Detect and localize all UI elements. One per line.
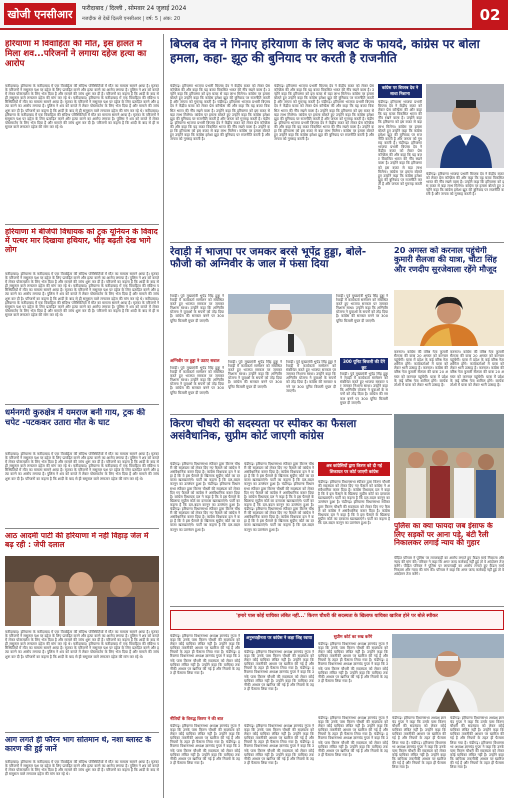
newspaper-logo: खोजी एनसीआर: [4, 3, 76, 25]
left-headline-3: धर्मनगरी कुरुक्षेत्र में यमराज बनी गाय, ट्रक की चपेट -पटककर उतारा मौत के घाट: [5, 408, 146, 427]
rally-photo: [394, 414, 504, 518]
third-body-col-2: चंडीगढ़। हरियाणा विधानसभा स्पीकर द्वारा किरण चौधरी की सदस्यता को लेकर दिए गए फैसले को कांग्रेस ने असंवैधानिक करार दिया है। कांग्रेस विधायक दल ने कहा है कि वे इस फैसले के खिलाफ सुप्रीम कोर्ट का दरवाजा खटखटाएंगे। पार्टी का कहना है कि दल-बदल कानून का उल्लंघन हुआ है। चंडीगढ़। हरियाणा विधानसभा स्पीकर द्वारा किरण चौधरी की सदस्यता को लेकर दिए गए फैसले को कांग्रेस ने असंवैधानिक करार दिया है। कांग्रेस विधायक दल ने कहा है कि वे इस फैसले के खिलाफ सुप्रीम कोर्ट का दरवाजा खटखटाएंगे। पार्टी का कहना है कि दल-बदल कानून का उल्लंघन हुआ है। चंडीगढ़। हरियाणा विधानसभा स्पीकर द्वारा किरण चौधरी की सदस्यता को लेकर दिए गए फैसले को कांग्रेस ने असंवैधानिक करार दिया है। कांग्रेस विधायक दल ने कहा है कि वे इस फैसले के खिलाफ सुप्रीम कोर्ट का दरवाजा खटखटाएंगे। पार्टी का कहना है कि दल-बदल कानून का उल्लंघन हुआ है।: [244, 462, 314, 532]
second-headline: रेवाड़ी में भाजपा पर जमकर बरसे भूपेंद्र हुड्डा, बोले- फौजी को अग्निवीर के जाल में फंसा दिया: [170, 246, 367, 271]
divider: [170, 242, 504, 243]
divider: [5, 224, 159, 225]
divider: [170, 606, 504, 607]
third-body-col-3: चंडीगढ़। हरियाणा विधानसभा स्पीकर द्वारा किरण चौधरी की सदस्यता को लेकर दिए गए फैसले को कांग्रेस ने असंवैधानिक करार दिया है। कांग्रेस विधायक दल ने कहा है कि वे इस फैसले के खिलाफ सुप्रीम कोर्ट का दरवाजा खटखटाएंगे। पार्टी का कहना है कि दल-बदल कानून का उल्लंघन हुआ है। चंडीगढ़। हरियाणा विधानसभा स्पीकर द्वारा किरण चौधरी की सदस्यता को लेकर दिए गए फैसले को कांग्रेस ने असंवैधानिक करार दिया है। कांग्रेस विधायक दल ने कहा है कि वे इस फैसले के खिलाफ सुप्रीम कोर्ट का दरवाजा खटखटाएंगे। पार्टी का कहना है कि दल-बदल कानून का उल्लंघन हुआ है।: [318, 480, 390, 525]
divider: [170, 414, 392, 415]
left-body-1: फरीदाबाद। हरियाणा के फरीदाबाद में एक विवाहिता की संदिग्ध परिस्थितियों में मौत का मामला सामने आया है। मृतका के परिजनों ने ससुराल पक्ष पर दहेज के लिए प्रताड़ित करने और हत्या करने का आरोप लगाया है। पुलिस ने शव को कब्जे में लेकर पोस्टमार्टम के लिए भेज दिया है और मामले की जांच शुरू कर दी है। परिजनों का कहना है कि शादी के बाद से ही ससुराल वाले लगातार दहेज की मांग कर रहे थे। फरीदाबाद। हरियाणा के फरीदाबाद में एक विवाहिता की संदिग्ध परिस्थितियों में मौत का मामला सामने आया है। मृतका के परिजनों ने ससुराल पक्ष पर दहेज के लिए प्रताड़ित करने और हत्या करने का आरोप लगाया है। पुलिस ने शव को कब्जे में लेकर पोस्टमार्टम के लिए भेज दिया है और मामले की जांच शुरू कर दी है। परिजनों का कहना है कि शादी के बाद से ही ससुराल वाले लगातार दहेज की मांग कर रहे थे। फरीदाबाद। हरियाणा के फरीदाबाद में एक विवाहिता की संदिग्ध परिस्थितियों में मौत का मामला सामने आया है। मृतका के परिजनों ने ससुराल पक्ष पर दहेज के लिए प्रताड़ित करने और हत्या करने का आरोप लगाया है। पुलिस ने शव को कब्जे में लेकर पोस्टमार्टम के लिए भेज दिया है और मामले की जांच शुरू कर दी है। परिजनों का कहना है कि शादी के बाद से ही ससुराल वाले लगातार दहेज की मांग कर रहे थे।: [5, 84, 159, 129]
masthead: [0, 0, 508, 30]
lead-body-col-2: चंडीगढ़। हरियाणा भाजपा प्रभारी बिप्लब देव ने केंद्रीय बजट को लेकर प्रेस कॉन्फ्रेंस की और कहा कि यह बजट विकसित भारत की नींव रखने वाला है। उन्होंने कहा कि हरियाणा को इस बजट से बड़ा लाभ मिलेगा। कांग्रेस पर हमला बोलते हुए उन्होंने कहा कि कांग्रेस हमेशा झूठ की बुनियाद पर राजनीति करती है और जनता को गुमराह करती है। चंडीगढ़। हरियाणा भाजपा प्रभारी बिप्लब देव ने केंद्रीय बजट को लेकर प्रेस कॉन्फ्रेंस की और कहा कि यह बजट विकसित भारत की नींव रखने वाला है। उन्होंने कहा कि हरियाणा को इस बजट से बड़ा लाभ मिलेगा। कांग्रेस पर हमला बोलते हुए उन्होंने कहा कि कांग्रेस हमेशा झूठ की बुनियाद पर राजनीति करती है और जनता को गुमराह करती है। चंडीगढ़। हरियाणा भाजपा प्रभारी बिप्लब देव ने केंद्रीय बजट को लेकर प्रेस कॉन्फ्रेंस की और कहा कि यह बजट विकसित भारत की नींव रखने वाला है। उन्होंने कहा कि हरियाणा को इस बजट से बड़ा लाभ मिलेगा। कांग्रेस पर हमला बोलते हुए उन्होंने कहा कि कांग्रेस हमेशा झूठ की बुनियाद पर राजनीति करती है और जनता को गुमराह करती है।: [274, 84, 374, 142]
hooda-photo: [228, 294, 332, 356]
third-headline: किरण चौधरी की सदस्यता पर स्पीकर का फैसला असंवैधानिक, सुप्रीम कोर्ट जाएगी कांग्रेस: [170, 418, 357, 443]
second-body-col-2b: रेवाड़ी। पूर्व मुख्यमंत्री भूपेंद्र सिंह हुड्डा ने रेवाड़ी में कार्यकर्ता सम्मेलन को संबोधित करते हुए भाजपा सरकार पर जमकर निशाना साधा। उन्होंने कहा कि अग्निवीर योजना ने युवाओं के सपनों को तोड़ दिया है। कांग्रेस की सरकार बनने पर 300 यूनिट बिजली मुफ्त दी जाएगी।: [286, 360, 336, 393]
bottom-body-col-3b: चंडीगढ़। हरियाणा विधानसभा अध्यक्ष ज्ञानचंद गुप्ता ने कहा कि उनके पास किरण चौधरी की सदस्यता को लेकर कोई याचिका लंबित नहीं है। उन्होंने कहा कि याचिका तकनीकी आधार पर खारिज की गई है और नियमों के तहत ही फैसला लिया गया है। चंडीगढ़। हरियाणा विधानसभा अध्यक्ष ज्ञानचंद गुप्ता ने कहा कि उनके पास किरण चौधरी की सदस्यता को लेकर कोई याचिका लंबित नहीं है। उन्होंने कहा कि याचिका तकनीकी आधार पर खारिज की गई है और नियमों के तहत ही फैसला लिया गया है।: [318, 716, 388, 757]
bottom-subhead-1: अनुभवहीनता पर कांग्रेस ने कहा जिद्द रवाया: [244, 634, 314, 648]
bottom-quote-headline: 'हमारे पास कोई याचिका लंबित नहीं...' किरण चौधरी की सदस्यता के खिलाफ याचिका खारिज होने पर बोले स्पीकर: [170, 610, 504, 630]
bottom-subhead-2: सुप्रीम कोर्ट का रुख करेंगे: [333, 634, 373, 639]
third-subhead: अब कांग्रेसियों द्वारा किरण को दी गई शिकायत पर कोर्ट जाएगी कांग्रेस: [318, 462, 390, 476]
bottom-body-col-2: चंडीगढ़। हरियाणा विधानसभा अध्यक्ष ज्ञानचंद गुप्ता ने कहा कि उनके पास किरण चौधरी की सदस्यता को लेकर कोई याचिका लंबित नहीं है। उन्होंने कहा कि याचिका तकनीकी आधार पर खारिज की गई है और नियमों के तहत ही फैसला लिया गया है। चंडीगढ़। हरियाणा विधानसभा अध्यक्ष ज्ञानचंद गुप्ता ने कहा कि उनके पास किरण चौधरी की सदस्यता को लेकर कोई याचिका लंबित नहीं है। उन्होंने कहा कि याचिका तकनीकी आधार पर खारिज की गई है और नियमों के तहत ही फैसला लिया गया है।: [244, 650, 314, 691]
second-body-col-1b: रेवाड़ी। पूर्व मुख्यमंत्री भूपेंद्र सिंह हुड्डा ने रेवाड़ी में कार्यकर्ता सम्मेलन को संबोधित करते हुए भाजपा सरकार पर जमकर निशाना साधा। उन्होंने कहा कि अग्निवीर योजना ने युवाओं के सपनों को तोड़ दिया है। कांग्रेस की सरकार बनने पर 300 यूनिट बिजली मुफ्त दी जाएगी।: [170, 366, 224, 395]
divider: [5, 732, 159, 733]
left-body-3: फरीदाबाद। हरियाणा के फरीदाबाद में एक विवाहिता की संदिग्ध परिस्थितियों में मौत का मामला सामने आया है। मृतका के परिजनों ने ससुराल पक्ष पर दहेज के लिए प्रताड़ित करने और हत्या करने का आरोप लगाया है। पुलिस ने शव को कब्जे में लेकर पोस्टमार्टम के लिए भेज दिया है और मामले की जांच शुरू कर दी है। परिजनों का कहना है कि शादी के बाद से ही ससुराल वाले लगातार दहेज की मांग कर रहे थे। फरीदाबाद। हरियाणा के फरीदाबाद में एक विवाहिता की संदिग्ध परिस्थितियों में मौत का मामला सामने आया है। मृतका के परिजनों ने ससुराल पक्ष पर दहेज के लिए प्रताड़ित करने और हत्या करने का आरोप लगाया है। पुलिस ने शव को कब्जे में लेकर पोस्टमार्टम के लिए भेज दिया है और मामले की जांच शुरू कर दी है। परिजनों का कहना है कि शादी के बाद से ही ससुराल वाले लगातार दहेज की मांग कर रहे थे।: [5, 452, 159, 481]
bottom-body-col-5: चंडीगढ़। हरियाणा विधानसभा अध्यक्ष ज्ञानचंद गुप्ता ने कहा कि उनके पास किरण चौधरी की सदस्यता को लेकर कोई याचिका लंबित नहीं है। उन्होंने कहा कि याचिका तकनीकी आधार पर खारिज की गई है और नियमों के तहत ही फैसला लिया गया है। चंडीगढ़। हरियाणा विधानसभा अध्यक्ष ज्ञानचंद गुप्ता ने कहा कि उनके पास किरण चौधरी की सदस्यता को लेकर कोई याचिका लंबित नहीं है। उन्होंने कहा कि याचिका तकनीकी आधार पर खारिज की गई है और नियमों के तहत ही फैसला लिया गया है।: [450, 716, 504, 770]
left-body-2: फरीदाबाद। हरियाणा के फरीदाबाद में एक विवाहिता की संदिग्ध परिस्थितियों में मौत का मामला सामने आया है। मृतका के परिजनों ने ससुराल पक्ष पर दहेज के लिए प्रताड़ित करने और हत्या करने का आरोप लगाया है। पुलिस ने शव को कब्जे में लेकर पोस्टमार्टम के लिए भेज दिया है और मामले की जांच शुरू कर दी है। परिजनों का कहना है कि शादी के बाद से ही ससुराल वाले लगातार दहेज की मांग कर रहे थे। फरीदाबाद। हरियाणा के फरीदाबाद में एक विवाहिता की संदिग्ध परिस्थितियों में मौत का मामला सामने आया है। मृतका के परिजनों ने ससुराल पक्ष पर दहेज के लिए प्रताड़ित करने और हत्या करने का आरोप लगाया है। पुलिस ने शव को कब्जे में लेकर पोस्टमार्टम के लिए भेज दिया है और मामले की जांच शुरू कर दी है। परिजनों का कहना है कि शादी के बाद से ही ससुराल वाले लगातार दहेज की मांग कर रहे थे। फरीदाबाद। हरियाणा के फरीदाबाद में एक विवाहिता की संदिग्ध परिस्थितियों में मौत का मामला सामने आया है। मृतका के परिजनों ने ससुराल पक्ष पर दहेज के लिए प्रताड़ित करने और हत्या करने का आरोप लगाया है। पुलिस ने शव को कब्जे में लेकर पोस्टमार्टम के लिए भेज दिया है और मामले की जांच शुरू कर दी है। परिजनों का कहना है कि शादी के बाद से ही ससुराल वाले लगातार दहेज की मांग कर रहे थे।: [5, 272, 159, 317]
second-body-col-1: रेवाड़ी। पूर्व मुख्यमंत्री भूपेंद्र सिंह हुड्डा ने रेवाड़ी में कार्यकर्ता सम्मेलन को संबोधित करते हुए भाजपा सरकार पर जमकर निशाना साधा। उन्होंने कहा कि अग्निवीर योजना ने युवाओं के सपनों को तोड़ दिया है। कांग्रेस की सरकार बनने पर 300 यूनिट बिजली मुफ्त दी जाएगी।: [170, 294, 224, 323]
right-headline: 20 अगस्त को करनाल पहुंचेगी कुमारी सैलजा की यात्रा, चौटा सिंह और रणदीप सुरजेवाला रहेंगे मौजूद: [394, 246, 497, 274]
left-body-5: फरीदाबाद। हरियाणा के फरीदाबाद में एक विवाहिता की संदिग्ध परिस्थितियों में मौत का मामला सामने आया है। मृतका के परिजनों ने ससुराल पक्ष पर दहेज के लिए प्रताड़ित करने और हत्या करने का आरोप लगाया है। पुलिस ने शव को कब्जे में लेकर पोस्टमार्टम के लिए भेज दिया है और मामले की जांच शुरू कर दी है। परिजनों का कहना है कि शादी के बाद से ही ससुराल वाले लगातार दहेज की मांग कर रहे थे।: [5, 760, 159, 777]
left-headline-2: हरियाणा में बीजेपी विधायक को ट्रक यूनियन के विवाद में पत्थर मार दिखाया हथियार, भीड़ बढ़ती देख भागे लोग: [5, 228, 158, 254]
second-side-subhead: 300 यूनिट बिजली की देंगे छूट: [340, 358, 388, 370]
left-headline-1: हरियाणा में विवाहिता की मौत, इस हालत में मिला शव...परिजनों ने लगाया दहेज हत्या का आरोप: [5, 40, 147, 69]
page-number: 02: [472, 0, 508, 30]
right2-headline: पुलिस का क्या फायदा जब इंसाफ के लिए सड़कों पर आना पड़े, बंटी रैली निकालकर लगाई न्याय की गुहार: [394, 522, 493, 548]
bottom-body-col-3: चंडीगढ़। हरियाणा विधानसभा अध्यक्ष ज्ञानचंद गुप्ता ने कहा कि उनके पास किरण चौधरी की सदस्यता को लेकर कोई याचिका लंबित नहीं है। उन्होंने कहा कि याचिका तकनीकी आधार पर खारिज की गई है और नियमों के तहत ही फैसला लिया गया है। चंडीगढ़। हरियाणा विधानसभा अध्यक्ष ज्ञानचंद गुप्ता ने कहा कि उनके पास किरण चौधरी की सदस्यता को लेकर कोई याचिका लंबित नहीं है। उन्होंने कहा कि याचिका तकनीकी आधार पर खारिज की गई है और नियमों के तहत ही फैसला लिया गया है।: [318, 642, 388, 683]
bottom-body-col-2b: चंडीगढ़। हरियाणा विधानसभा अध्यक्ष ज्ञानचंद गुप्ता ने कहा कि उनके पास किरण चौधरी की सदस्यता को लेकर कोई याचिका लंबित नहीं है। उन्होंने कहा कि याचिका तकनीकी आधार पर खारिज की गई है और नियमों के तहत ही फैसला लिया गया है। चंडीगढ़। हरियाणा विधानसभा अध्यक्ष ज्ञानचंद गुप्ता ने कहा कि उनके पास किरण चौधरी की सदस्यता को लेकर कोई याचिका लंबित नहीं है। उन्होंने कहा कि याचिका तकनीकी आधार पर खारिज की गई है और नियमों के तहत ही फैसला लिया गया है।: [244, 724, 314, 765]
second-body-col-4: रेवाड़ी। पूर्व मुख्यमंत्री भूपेंद्र सिंह हुड्डा ने रेवाड़ी में कार्यकर्ता सम्मेलन को संबोधित करते हुए भाजपा सरकार पर जमकर निशाना साधा। उन्होंने कहा कि अग्निवीर योजना ने युवाओं के सपनों को तोड़ दिया है। कांग्रेस की सरकार बनने पर 300 यूनिट बिजली मुफ्त दी जाएगी।: [340, 372, 388, 405]
second-body-col-2: रेवाड़ी। पूर्व मुख्यमंत्री भूपेंद्र सिंह हुड्डा ने रेवाड़ी में कार्यकर्ता सम्मेलन को संबोधित करते हुए भाजपा सरकार पर जमकर निशाना साधा। उन्होंने कहा कि अग्निवीर योजना ने युवाओं के सपनों को तोड़ दिया है। कांग्रेस की सरकार बनने पर 300 यूनिट बिजली मुफ्त दी जाएगी।: [228, 360, 282, 389]
bottom-body-col-4: चंडीगढ़। हरियाणा विधानसभा अध्यक्ष ज्ञानचंद गुप्ता ने कहा कि उनके पास किरण चौधरी की सदस्यता को लेकर कोई याचिका लंबित नहीं है। उन्होंने कहा कि याचिका तकनीकी आधार पर खारिज की गई है और नियमों के तहत ही फैसला लिया गया है। चंडीगढ़। हरियाणा विधानसभा अध्यक्ष ज्ञानचंद गुप्ता ने कहा कि उनके पास किरण चौधरी की सदस्यता को लेकर कोई याचिका लंबित नहीं है। उन्होंने कहा कि याचिका तकनीकी आधार पर खारिज की गई है और नियमों के तहत ही फैसला लिया गया है।: [392, 716, 446, 770]
speaker-photo: [392, 634, 504, 712]
jp-dalal-photo: [5, 556, 159, 626]
second-body-col-3: रेवाड़ी। पूर्व मुख्यमंत्री भूपेंद्र सिंह हुड्डा ने रेवाड़ी में कार्यकर्ता सम्मेलन को संबोधित करते हुए भाजपा सरकार पर जमकर निशाना साधा। उन्होंने कहा कि अग्निवीर योजना ने युवाओं के सपनों को तोड़ दिया है। कांग्रेस की सरकार बनने पर 300 यूनिट बिजली मुफ्त दी जाएगी।: [336, 294, 388, 323]
left-headline-5: आग लगते ही फौरन भाग सोतमान थे, नशा ब्लास्ट के कारण की हुई जानें: [5, 736, 151, 753]
left-headline-4: आठ आदमी पार्टी की हरियाणा में नहीं विहाड़ जेल में बढ़ रही : जेपी दलाल: [5, 532, 149, 549]
divider: [5, 528, 159, 529]
third-body-col-1: चंडीगढ़। हरियाणा विधानसभा स्पीकर द्वारा किरण चौधरी की सदस्यता को लेकर दिए गए फैसले को कांग्रेस ने असंवैधानिक करार दिया है। कांग्रेस विधायक दल ने कहा है कि वे इस फैसले के खिलाफ सुप्रीम कोर्ट का दरवाजा खटखटाएंगे। पार्टी का कहना है कि दल-बदल कानून का उल्लंघन हुआ है। चंडीगढ़। हरियाणा विधानसभा स्पीकर द्वारा किरण चौधरी की सदस्यता को लेकर दिए गए फैसले को कांग्रेस ने असंवैधानिक करार दिया है। कांग्रेस विधायक दल ने कहा है कि वे इस फैसले के खिलाफ सुप्रीम कोर्ट का दरवाजा खटखटाएंगे। पार्टी का कहना है कि दल-बदल कानून का उल्लंघन हुआ है। चंडीगढ़। हरियाणा विधानसभा स्पीकर द्वारा किरण चौधरी की सदस्यता को लेकर दिए गए फैसले को कांग्रेस ने असंवैधानिक करार दिया है। कांग्रेस विधायक दल ने कहा है कि वे इस फैसले के खिलाफ सुप्रीम कोर्ट का दरवाजा खटखटाएंगे। पार्टी का कहना है कि दल-बदल कानून का उल्लंघन हुआ है।: [170, 462, 240, 532]
tagline: नजदीक से देखें दिल्ली एनसीआर | वर्ष: 5 | अंक: 20: [82, 16, 181, 22]
right-body-col-2: करनाल। कांग्रेस की वरिष्ठ नेता कुमारी सैलजा की यात्रा 20 अगस्त को करनाल पहुंचेगी। यात्रा में प्रदेश के कई वरिष्ठ नेता शामिल होंगे। कार्यकर्ताओं में यात्रा को लेकर भारी उत्साह है। करनाल। कांग्रेस की वरिष्ठ नेता कुमारी सैलजा की यात्रा 20 अगस्त को करनाल पहुंचेगी। यात्रा में प्रदेश के कई वरिष्ठ नेता शामिल होंगे। कार्यकर्ताओं में यात्रा को लेकर भारी उत्साह है।: [450, 350, 504, 387]
biplab-deb-photo: [426, 84, 504, 168]
right-body-col-1: करनाल। कांग्रेस की वरिष्ठ नेता कुमारी सैलजा की यात्रा 20 अगस्त को करनाल पहुंचेगी। यात्रा में प्रदेश के कई वरिष्ठ नेता शामिल होंगे। कार्यकर्ताओं में यात्रा को लेकर भारी उत्साह है। करनाल। कांग्रेस की वरिष्ठ नेता कुमारी सैलजा की यात्रा 20 अगस्त को करनाल पहुंचेगी। यात्रा में प्रदेश के कई वरिष्ठ नेता शामिल होंगे। कार्यकर्ताओं में यात्रा को लेकर भारी उत्साह है।: [394, 350, 448, 387]
lead-body-col-1: चंडीगढ़। हरियाणा भाजपा प्रभारी बिप्लब देव ने केंद्रीय बजट को लेकर प्रेस कॉन्फ्रेंस की और कहा कि यह बजट विकसित भारत की नींव रखने वाला है। उन्होंने कहा कि हरियाणा को इस बजट से बड़ा लाभ मिलेगा। कांग्रेस पर हमला बोलते हुए उन्होंने कहा कि कांग्रेस हमेशा झूठ की बुनियाद पर राजनीति करती है और जनता को गुमराह करती है। चंडीगढ़। हरियाणा भाजपा प्रभारी बिप्लब देव ने केंद्रीय बजट को लेकर प्रेस कॉन्फ्रेंस की और कहा कि यह बजट विकसित भारत की नींव रखने वाला है। उन्होंने कहा कि हरियाणा को इस बजट से बड़ा लाभ मिलेगा। कांग्रेस पर हमला बोलते हुए उन्होंने कहा कि कांग्रेस हमेशा झूठ की बुनियाद पर राजनीति करती है और जनता को गुमराह करती है। चंडीगढ़। हरियाणा भाजपा प्रभारी बिप्लब देव ने केंद्रीय बजट को लेकर प्रेस कॉन्फ्रेंस की और कहा कि यह बजट विकसित भारत की नींव रखने वाला है। उन्होंने कहा कि हरियाणा को इस बजट से बड़ा लाभ मिलेगा। कांग्रेस पर हमला बोलते हुए उन्होंने कहा कि कांग्रेस हमेशा झूठ की बुनियाद पर राजनीति करती है और जनता को गुमराह करती है।: [170, 84, 270, 142]
sailja-photo: [394, 290, 504, 346]
lead-body-col-4: चंडीगढ़। हरियाणा भाजपा प्रभारी बिप्लब देव ने केंद्रीय बजट को लेकर प्रेस कॉन्फ्रेंस की और कहा कि यह बजट विकसित भारत की नींव रखने वाला है। उन्होंने कहा कि हरियाणा को इस बजट से बड़ा लाभ मिलेगा। कांग्रेस पर हमला बोलते हुए उन्होंने कहा कि कांग्रेस हमेशा झूठ की बुनियाद पर राजनीति करती है और जनता को गुमराह करती है।: [426, 172, 504, 197]
edition-line: फरीदाबाद / दिल्ली , सोमवार 24 जुलाई 2024: [82, 5, 187, 12]
divider: [5, 404, 159, 405]
bottom-body-col-1: चंडीगढ़। हरियाणा विधानसभा अध्यक्ष ज्ञानचंद गुप्ता ने कहा कि उनके पास किरण चौधरी की सदस्यता को लेकर कोई याचिका लंबित नहीं है। उन्होंने कहा कि याचिका तकनीकी आधार पर खारिज की गई है और नियमों के तहत ही फैसला लिया गया है। चंडीगढ़। हरियाणा विधानसभा अध्यक्ष ज्ञानचंद गुप्ता ने कहा कि उनके पास किरण चौधरी की सदस्यता को लेकर कोई याचिका लंबित नहीं है। उन्होंने कहा कि याचिका तकनीकी आधार पर खारिज की गई है और नियमों के तहत ही फैसला लिया गया है।: [170, 634, 240, 675]
left-body-4: फरीदाबाद। हरियाणा के फरीदाबाद में एक विवाहिता की संदिग्ध परिस्थितियों में मौत का मामला सामने आया है। मृतका के परिजनों ने ससुराल पक्ष पर दहेज के लिए प्रताड़ित करने और हत्या करने का आरोप लगाया है। पुलिस ने शव को कब्जे में लेकर पोस्टमार्टम के लिए भेज दिया है और मामले की जांच शुरू कर दी है। परिजनों का कहना है कि शादी के बाद से ही ससुराल वाले लगातार दहेज की मांग कर रहे थे। फरीदाबाद। हरियाणा के फरीदाबाद में एक विवाहिता की संदिग्ध परिस्थितियों में मौत का मामला सामने आया है। मृतका के परिजनों ने ससुराल पक्ष पर दहेज के लिए प्रताड़ित करने और हत्या करने का आरोप लगाया है। पुलिस ने शव को कब्जे में लेकर पोस्टमार्टम के लिए भेज दिया है और मामले की जांच शुरू कर दी है। परिजनों का कहना है कि शादी के बाद से ही ससुराल वाले लगातार दहेज की मांग कर रहे थे।: [5, 630, 159, 659]
right2-body: पीड़ित परिवार ने पुलिस पर लापरवाही का आरोप लगाते हुए कैंडल मार्च निकाला और न्याय की मांग की। परिवार ने कहा कि अगर जल्द कार्रवाई नहीं हुई तो वे आंदोलन तेज करेंगे। पीड़ित परिवार ने पुलिस पर लापरवाही का आरोप लगाते हुए कैंडल मार्च निकाला और न्याय की मांग की। परिवार ने कहा कि अगर जल्द कार्रवाई नहीं हुई तो वे आंदोलन तेज करेंगे।: [394, 556, 504, 577]
bottom-red-subhead: नीतियों के विरुद्ध किरण ने की बात: [170, 716, 224, 721]
second-inline-label: अग्निवीर पर हुड्डा ने उठाए सवाल: [170, 358, 220, 363]
lead-body-col-3: चंडीगढ़। हरियाणा भाजपा प्रभारी बिप्लब देव ने केंद्रीय बजट को लेकर प्रेस कॉन्फ्रेंस की और कहा कि यह बजट विकसित भारत की नींव रखने वाला है। उन्होंने कहा कि हरियाणा को इस बजट से बड़ा लाभ मिलेगा। कांग्रेस पर हमला बोलते हुए उन्होंने कहा कि कांग्रेस हमेशा झूठ की बुनियाद पर राजनीति करती है और जनता को गुमराह करती है। चंडीगढ़। हरियाणा भाजपा प्रभारी बिप्लब देव ने केंद्रीय बजट को लेकर प्रेस कॉन्फ्रेंस की और कहा कि यह बजट विकसित भारत की नींव रखने वाला है। उन्होंने कहा कि हरियाणा को इस बजट से बड़ा लाभ मिलेगा। कांग्रेस पर हमला बोलते हुए उन्होंने कहा कि कांग्रेस हमेशा झूठ की बुनियाद पर राजनीति करती है और जनता को गुमराह करती है।: [378, 100, 422, 190]
column-divider: [163, 34, 164, 798]
lead-headline: बिप्लब देव ने गिनाए हरियाणा के लिए बजट के फायदे, कांग्रेस पर बोला हमला, कहा- झूठ की बुनियाद पर करती है राजनीति: [170, 38, 480, 65]
lead-subhead: कांग्रेस पर बिप्लब देव ने साधा निशाना: [378, 84, 422, 98]
bottom-body-col-1b: चंडीगढ़। हरियाणा विधानसभा अध्यक्ष ज्ञानचंद गुप्ता ने कहा कि उनके पास किरण चौधरी की सदस्यता को लेकर कोई याचिका लंबित नहीं है। उन्होंने कहा कि याचिका तकनीकी आधार पर खारिज की गई है और नियमों के तहत ही फैसला लिया गया है। चंडीगढ़। हरियाणा विधानसभा अध्यक्ष ज्ञानचंद गुप्ता ने कहा कि उनके पास किरण चौधरी की सदस्यता को लेकर कोई याचिका लंबित नहीं है। उन्होंने कहा कि याचिका तकनीकी आधार पर खारिज की गई है और नियमों के तहत ही फैसला लिया गया है।: [170, 724, 240, 765]
